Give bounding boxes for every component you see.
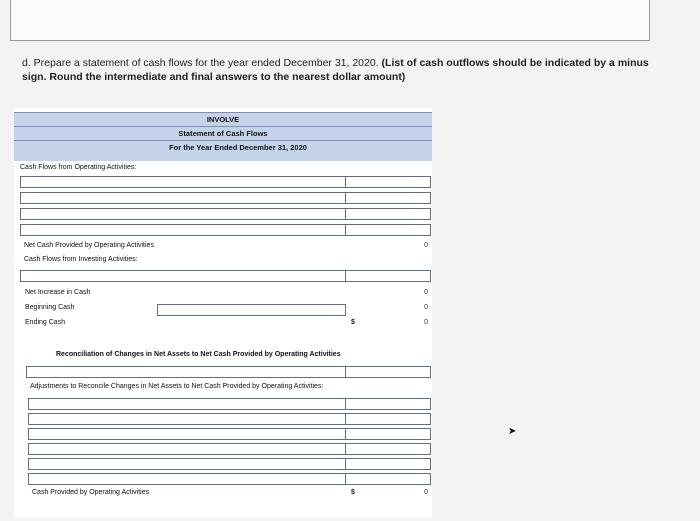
operating-item-input[interactable] bbox=[20, 224, 346, 236]
net-increase-label: Net Increase in Cash bbox=[25, 289, 91, 296]
adjustment-item-input[interactable] bbox=[28, 413, 346, 425]
adjustment-amount-input[interactable] bbox=[345, 398, 431, 410]
prompt-instructions: (List of cash outflows should be indicated by a minus sign. Round the intermediate and final answers to the nearest dollar amount) bbox=[22, 57, 649, 83]
adjustment-amount-input[interactable] bbox=[345, 413, 431, 425]
company-name: INVOLVE bbox=[14, 113, 432, 127]
adjustment-item-input[interactable] bbox=[28, 473, 346, 485]
ending-cash-value: 0 bbox=[424, 319, 428, 326]
cash-provided-label: Cash Provided by Operating Activities bbox=[32, 489, 150, 496]
adjustment-item-input[interactable] bbox=[28, 443, 346, 455]
beginning-cash-label: Beginning Cash bbox=[25, 304, 75, 311]
cash-flow-worksheet bbox=[14, 108, 432, 518]
operating-amount-input[interactable] bbox=[345, 176, 431, 188]
investing-item-input[interactable] bbox=[20, 270, 346, 282]
adjustment-amount-input[interactable] bbox=[345, 458, 431, 470]
adjustment-amount-input[interactable] bbox=[345, 473, 431, 485]
operating-item-input[interactable] bbox=[20, 208, 346, 220]
adjustment-item-input[interactable] bbox=[28, 398, 346, 410]
net-operating-value: 0 bbox=[424, 242, 428, 249]
reconciliation-amount-input[interactable] bbox=[345, 366, 431, 378]
mouse-cursor-icon: ➤ bbox=[508, 426, 517, 437]
adjustment-amount-input[interactable] bbox=[345, 443, 431, 455]
reconciliation-item-input[interactable] bbox=[26, 366, 346, 378]
previous-answer-box bbox=[10, 0, 650, 41]
cash-provided-currency: $ bbox=[351, 489, 355, 496]
ending-cash-label: Ending Cash bbox=[25, 319, 66, 326]
adjustment-amount-input[interactable] bbox=[345, 428, 431, 440]
statement-period: For the Year Ended December 31, 2020 bbox=[169, 143, 307, 152]
adjustment-item-input[interactable] bbox=[28, 458, 346, 470]
beginning-cash-input[interactable] bbox=[157, 304, 346, 316]
beginning-cash-value: 0 bbox=[424, 304, 428, 311]
reconciliation-title: Reconciliation of Changes in Net Assets to Net Cash Provided by Operating Activities bbox=[56, 351, 341, 358]
prompt-lead: d. Prepare a statement of cash flows for the year ended December 31, 2020. bbox=[22, 57, 379, 69]
operating-item-input[interactable] bbox=[20, 176, 346, 188]
net-operating-label: Net Cash Provided by Operating Activities bbox=[24, 242, 154, 249]
operating-header: Cash Flows from Operating Activities: bbox=[20, 164, 137, 171]
operating-amount-input[interactable] bbox=[345, 208, 431, 220]
investing-amount-input[interactable] bbox=[345, 270, 431, 282]
adjustments-label: Adjustments to Reconcile Changes in Net Assets to Net Cash Provided by Operating Activities: bbox=[30, 383, 324, 390]
ending-cash-currency: $ bbox=[351, 319, 355, 326]
operating-item-input[interactable] bbox=[20, 192, 346, 204]
statement-title: Statement of Cash Flows bbox=[14, 127, 432, 141]
adjustment-item-input[interactable] bbox=[28, 428, 346, 440]
question-prompt bbox=[22, 56, 652, 84]
net-increase-value: 0 bbox=[424, 289, 428, 296]
operating-amount-input[interactable] bbox=[345, 224, 431, 236]
operating-amount-input[interactable] bbox=[345, 192, 431, 204]
cash-provided-value: 0 bbox=[424, 489, 428, 496]
investing-header: Cash Flows from Investing Activities: bbox=[24, 256, 138, 263]
statement-header bbox=[14, 112, 432, 161]
